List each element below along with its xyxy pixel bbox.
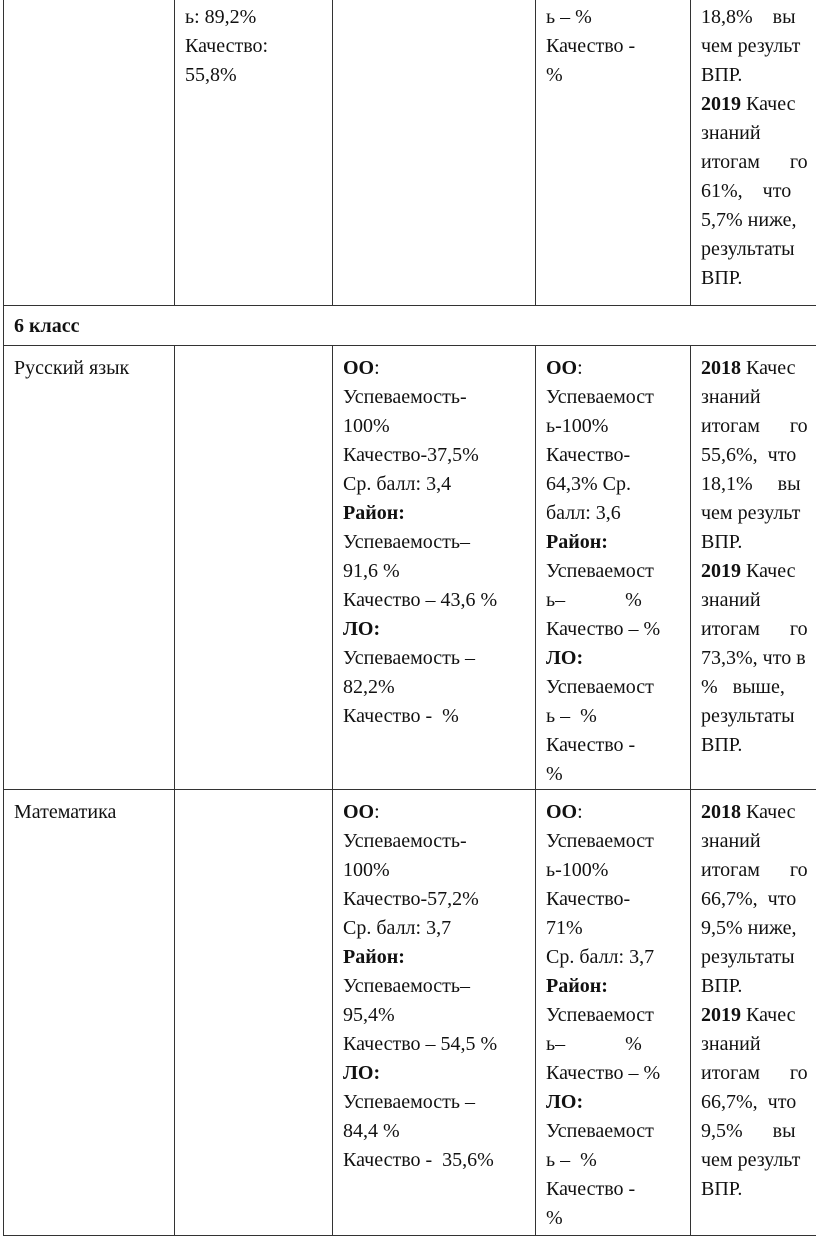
cell-results-2018: ОО: Успеваемость- 100% Качество-37,5% Ср. балл: 3,4 Район: Успеваемость– 91,6 % Качество – 43,6 % ЛО: Успеваемость – 82,2% Качество - % (333, 346, 536, 790)
cell-analysis: 18,8% вы чем результ ВПР. 2019 Качес знаний итогам го 61%, что 5,7% ниже, результаты ВПР. (691, 0, 816, 306)
table-row-russian (4, 346, 816, 790)
cell-results-2019: ь – % Качество - % (536, 0, 691, 306)
cell-subject: Математика (4, 790, 175, 1236)
cell-empty (175, 346, 333, 790)
cell-analysis: 2018 Качес знаний итогам го 66,7%, что 9,5% ниже, результаты ВПР. 2019 Качес знаний итогам го 66,7%, что 9,5% вы чем результ ВПР. (691, 790, 816, 1236)
cell-analysis: 2018 Качес знаний итогам го 55,6%, что 18,1% вы чем результ ВПР. 2019 Качес знаний итогам го 73,3%, что в % выше, результаты ВПР. (691, 346, 816, 790)
table-row-continuation (4, 0, 816, 306)
cell-subject: Русский язык (4, 346, 175, 790)
results-table (3, 0, 816, 1236)
cell-subject-empty (4, 0, 175, 306)
section-row (4, 306, 816, 346)
table-row-math (4, 790, 816, 1236)
cell-results-2018: ОО: Успеваемость- 100% Качество-57,2% Ср. балл: 3,7 Район: Успеваемость– 95,4% Качество – 54,5 % ЛО: Успеваемость – 84,4 % Качество - 35,6% (333, 790, 536, 1236)
section-title: 6 класс (4, 306, 816, 346)
cell-results-2019: ОО: Успеваемост ь-100% Качество- 71% Ср. балл: 3,7 Район: Успеваемост ь– % Качество – % ЛО: Успеваемост ь – % Качество - % (536, 790, 691, 1236)
cell-results-2019: ОО: Успеваемост ь-100% Качество- 64,3% Ср. балл: 3,6 Район: Успеваемост ь– % Качество – % ЛО: Успеваемост ь – % Качество - % (536, 346, 691, 790)
cell-empty (333, 0, 536, 306)
cell-empty (175, 790, 333, 1236)
cell-prev-results: ь: 89,2% Качество: 55,8% (175, 0, 333, 306)
